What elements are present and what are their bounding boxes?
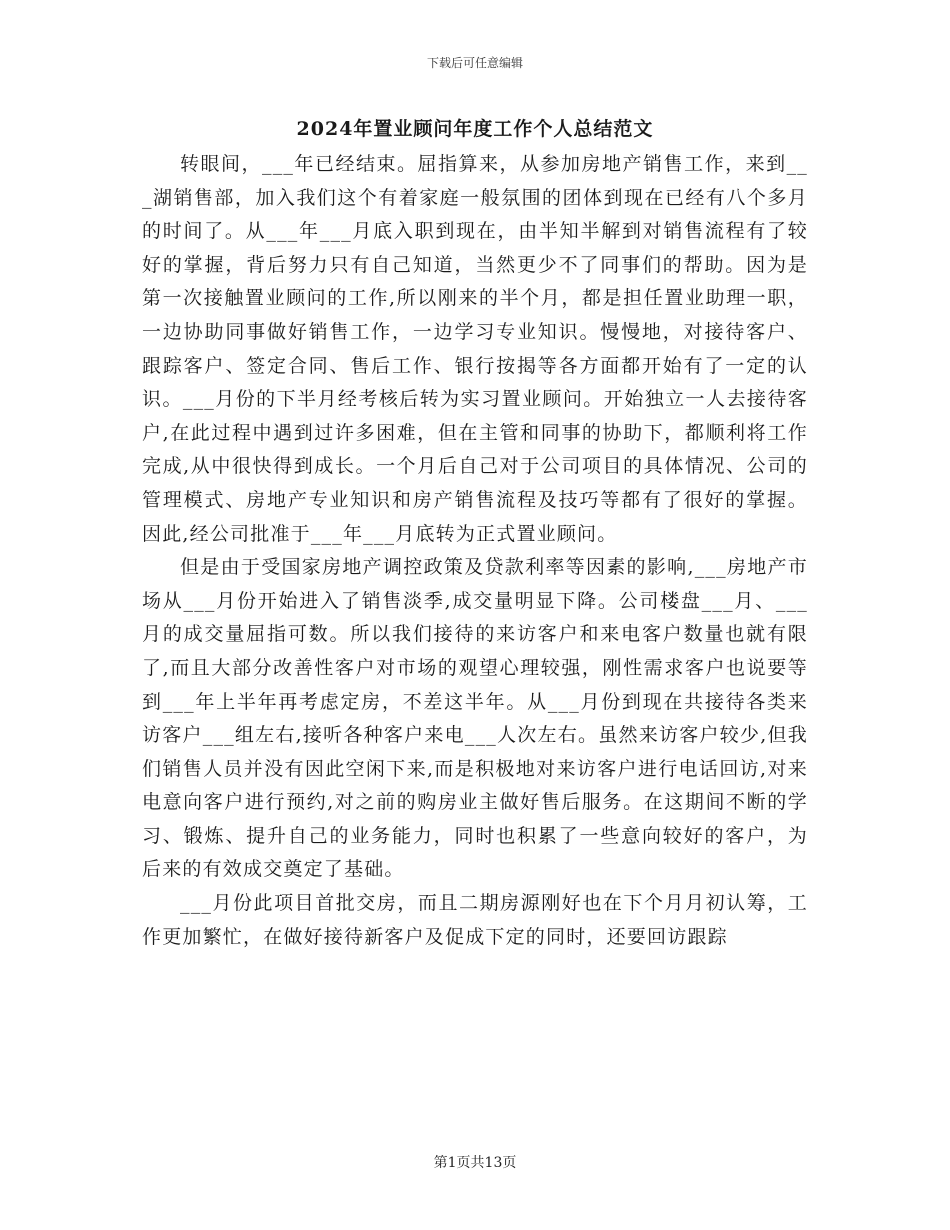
paragraph-3: ___月份此项目首批交房，而且二期房源刚好也在下个月月初认筹，工作更加繁忙，在做好接待新客户及促成下定的同时，还要回访跟踪 xyxy=(142,892,808,948)
document-body xyxy=(142,148,808,954)
document-title: 2024年置业顾问年度工作个人总结范文 xyxy=(296,118,654,140)
header-note: 下载后可任意编辑 xyxy=(426,56,523,70)
page-number-footer: 第1页共13页 xyxy=(433,1155,517,1171)
paragraph-2: 但是由于受国家房地产调控政策及贷款利率等因素的影响,___房地产市场从___月份开始进入了销售淡季,成交量明显下降。公司楼盘___月、___月的成交量屈指可数。所以我们接待的来访客户和来电客户数量也就有限了,而且大部分改善性客户对市场的观望心理较强，刚性需求客户也说要等到___年上半年再考虑定房，不差这半年。从___月份到现在共接待各类来访客户___组左右,接听各种客户来电___人次左右。虽然来访客户较少,但我们销售人员并没有因此空闲下来,而是积极地对来访客户进行电话回访,对来电意向客户进行预约,对之前的购房业主做好售后服务。在这期间不断的学习、锻炼、提升自己的业务能力，同时也积累了一些意向较好的客户，为后来的有效成交奠定了基础。 xyxy=(142,556,808,881)
paragraph-1: 转眼间，___年已经结束。屈指算来，从参加房地产销售工作，来到___湖销售部，加入我们这个有着家庭一般氛围的团体到现在已经有八个多月的时间了。从___年___月底入职到现在，由半知半解到对销售流程有了较好的掌握，背后努力只有自己知道，当然更少不了同事们的帮助。因为是第一次接触置业顾问的工作,所以刚来的半个月，都是担任置业助理一职，一边协助同事做好销售工作，一边学习专业知识。慢慢地，对接待客户、跟踪客户、签定合同、售后工作、银行按揭等各方面都开始有了一定的认识。___月份的下半月经考核后转为实习置业顾问。开始独立一人去接待客户,在此过程中遇到过许多困难，但在主管和同事的协助下，都顺利将工作完成,从中很快得到成长。一个月后自己对于公司项目的具体情况、公司的管理模式、房地产专业知识和房产销售流程及技巧等都有了很好的掌握。因此,经公司批准于___年___月底转为正式置业顾问。 xyxy=(142,153,808,545)
